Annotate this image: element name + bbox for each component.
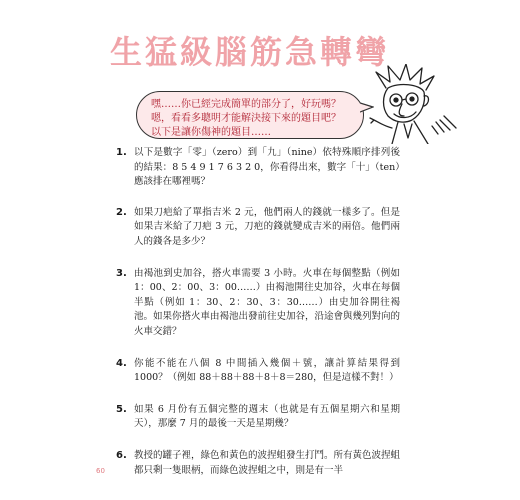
page-title: 生猛級腦筋急轉彎: [109, 33, 390, 71]
question-text: 以下是數字「零」（zero）到「九」（nine）依特殊順序排列後的結果：8 5 4 9 1 7 6 3 2 0，你看得出來，數字「十」（ten）應該排在哪裡嗎？: [134, 147, 400, 188]
question-list: [116, 146, 400, 478]
question-item: [116, 267, 400, 340]
question-item: [116, 146, 400, 190]
question-item: [116, 357, 400, 386]
question-item: [116, 403, 400, 432]
question-text: 教授的罐子裡，綠色和黃色的波捏蛆發生打鬥。所有黃色波捏蛆都只剩一隻眼柄，而綠色波捏蛆之中，則是有一半: [134, 449, 401, 476]
question-item: [116, 206, 400, 250]
page-number: 60: [96, 467, 105, 475]
question-number: 5.: [116, 403, 127, 415]
question-number: 3.: [116, 267, 127, 279]
question-number: 2.: [116, 206, 127, 218]
speech-bubble-text: 嘿……你已經完成簡單的部分了，好玩嗎？嗯，看看多聰明才能解決接下來的題目吧？以下是讓你傷神的題目……: [151, 99, 341, 138]
question-text: 你能不能在八個 8 中間插入幾個＋號，讓計算結果得到 1000？（例如 88＋88＋88＋8＋8＝280，但是這樣不對！）: [134, 357, 400, 384]
question-text: 如果刀疤給了單指吉米 2 元，他們兩人的錢就一樣多了。但是如果吉米給了刀疤 3 元，刀疤的錢就變成吉米的兩倍。他們兩人的錢各是多少？: [134, 206, 400, 247]
question-number: 4.: [116, 357, 127, 369]
question-item: [116, 449, 400, 478]
question-number: 6.: [116, 449, 127, 461]
question-text: 由褐池到史加谷，搭火車需要 3 小時。火車在每個整點（例如 1：00、2：00、3：00……）由褐池開往史加谷，火車在每個半點（例如 1：30、2：30、3：30……）由史加谷開往褐池。如果你搭火車由褐池出發前往史加谷，沿途會與幾列對向的火車交錯？: [134, 267, 401, 337]
speech-bubble: [136, 91, 364, 139]
professor-illustration-icon: [368, 64, 460, 144]
question-number: 1.: [116, 147, 127, 158]
question-text: 如果 6 月份有五個完整的週末（也就是有五個星期六和星期天），那麼 7 月的最後一天是星期幾？: [134, 403, 400, 430]
